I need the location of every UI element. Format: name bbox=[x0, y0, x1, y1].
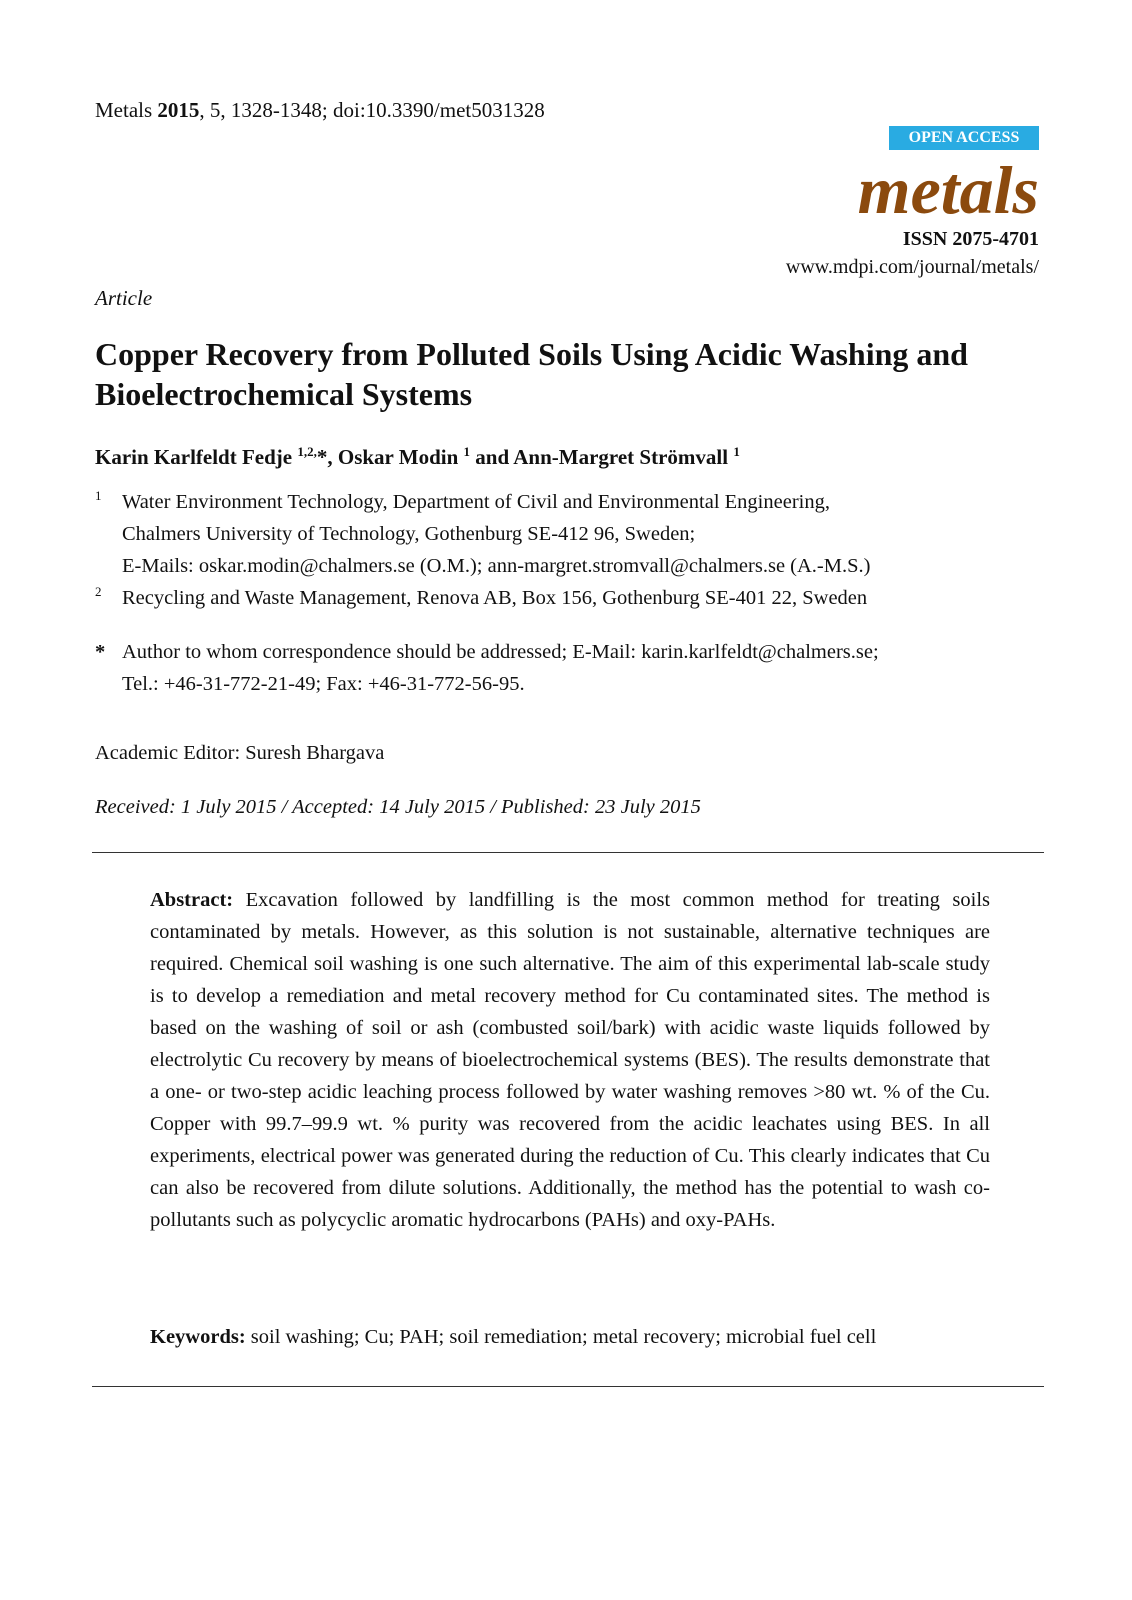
affiliation-number: 2 bbox=[95, 584, 102, 599]
citation-year: 2015 bbox=[157, 98, 200, 122]
journal-name: Metals bbox=[95, 98, 153, 122]
author-list: Karin Karlfeldt Fedje $^{1,2,}$*, Oskar Modin $^1$ and Ann-Margret Strömvall $^1$ bbox=[95, 444, 740, 469]
journal-url[interactable]: www.mdpi.com/journal/metals/ bbox=[785, 256, 1039, 278]
affiliation-emails: E-Mails: oskar.modin@chalmers.se (O.M.); ann-margret.stromvall@chalmers.se (A.-M.S.) bbox=[122, 555, 871, 577]
journal-logo: metals bbox=[857, 152, 1039, 228]
correspondence bbox=[95, 636, 879, 700]
keywords bbox=[150, 1326, 1030, 1349]
keywords-label: Keywords: bbox=[150, 1326, 246, 1348]
publication-dates: Received: 1 July 2015 / Accepted: 14 July 2015 / Published: 23 July 2015 bbox=[95, 796, 701, 818]
corresponding-mark: * bbox=[316, 445, 328, 469]
abstract bbox=[150, 884, 990, 1236]
issn: ISSN 2075-4701 bbox=[902, 228, 1039, 250]
author-affiliation-marks: 1 bbox=[733, 444, 740, 459]
author-affiliation-marks: 1,2, bbox=[297, 444, 317, 459]
affiliation-number: 1 bbox=[95, 488, 102, 503]
affiliation-line: Chalmers University of Technology, Gothenburg SE-412 96, Sweden; bbox=[122, 523, 696, 545]
affiliation-line: Recycling and Waste Management, Renova AB, Box 156, Gothenburg SE-401 22, Sweden bbox=[122, 587, 868, 609]
citation-pages-doi: , 1328-1348; doi:10.3390/met5031328 bbox=[220, 98, 545, 122]
abstract-label: Abstract: bbox=[150, 889, 234, 911]
author-name: Ann-Margret Strömvall bbox=[513, 445, 729, 469]
affiliation-1 bbox=[95, 486, 870, 582]
article-type: Article bbox=[95, 286, 153, 310]
author-name: Karin Karlfeldt Fedje bbox=[95, 445, 293, 469]
academic-editor: Academic Editor: Suresh Bhargava bbox=[95, 742, 385, 764]
affiliation-2 bbox=[95, 582, 867, 614]
top-divider bbox=[92, 852, 1044, 853]
citation-line: Metals 2015, 5, 1328-1348; doi:10.3390/met5031328 bbox=[95, 98, 545, 122]
correspondence-line: Tel.: +46-31-772-21-49; Fax: +46-31-772-56-95. bbox=[122, 673, 525, 695]
abstract-text: Excavation followed by landfilling is the most common method for treating soils contaminated by metals. However, as this solution is not sustainable, alternative techniques are required. Chemical soil washing is one such alternative. The aim of this experimental lab-scale study is to develop a remediation and metal recovery method for Cu contaminated sites. The method is based on the washing of soil or ash (combusted soil/bark) with acidic waste liquids followed by electrolytic Cu recovery by means of bioelectrochemical systems (BES). The results demonstrate that a one- or two-step acidic leaching process followed by water washing removes >80 wt. % of the Cu. Copper with 99.7–99.9 wt. % purity was recovered from the acidic leachates using BES. In all experiments, electrical power was generated during the reduction of Cu. This clearly indicates that Cu can also be recovered from dilute solutions. Additionally, the method has the potential to wash co-pollutants such as polycyclic aromatic hydrocarbons (PAHs) and oxy-PAHs. bbox=[150, 889, 990, 1231]
correspondence-line: Author to whom correspondence should be addressed; E-Mail: karin.karlfeldt@chalmers.se; bbox=[122, 641, 879, 663]
paper-title: Copper Recovery from Polluted Soils Using Acidic Washing and Bioelectrochemical Systems bbox=[95, 336, 968, 412]
bottom-divider bbox=[92, 1386, 1044, 1387]
author-name: Oskar Modin bbox=[337, 445, 459, 469]
affiliation-line: Water Environment Technology, Department of Civil and Environmental Engineering, bbox=[122, 491, 830, 513]
open-access-badge: OPEN ACCESS bbox=[889, 126, 1039, 150]
author-affiliation-marks: 1 bbox=[463, 444, 471, 459]
correspondence-mark: * bbox=[95, 641, 106, 663]
citation-volume: 5 bbox=[209, 98, 221, 122]
keywords-text: soil washing; Cu; PAH; soil remediation; metal recovery; microbial fuel cell bbox=[250, 1326, 877, 1348]
